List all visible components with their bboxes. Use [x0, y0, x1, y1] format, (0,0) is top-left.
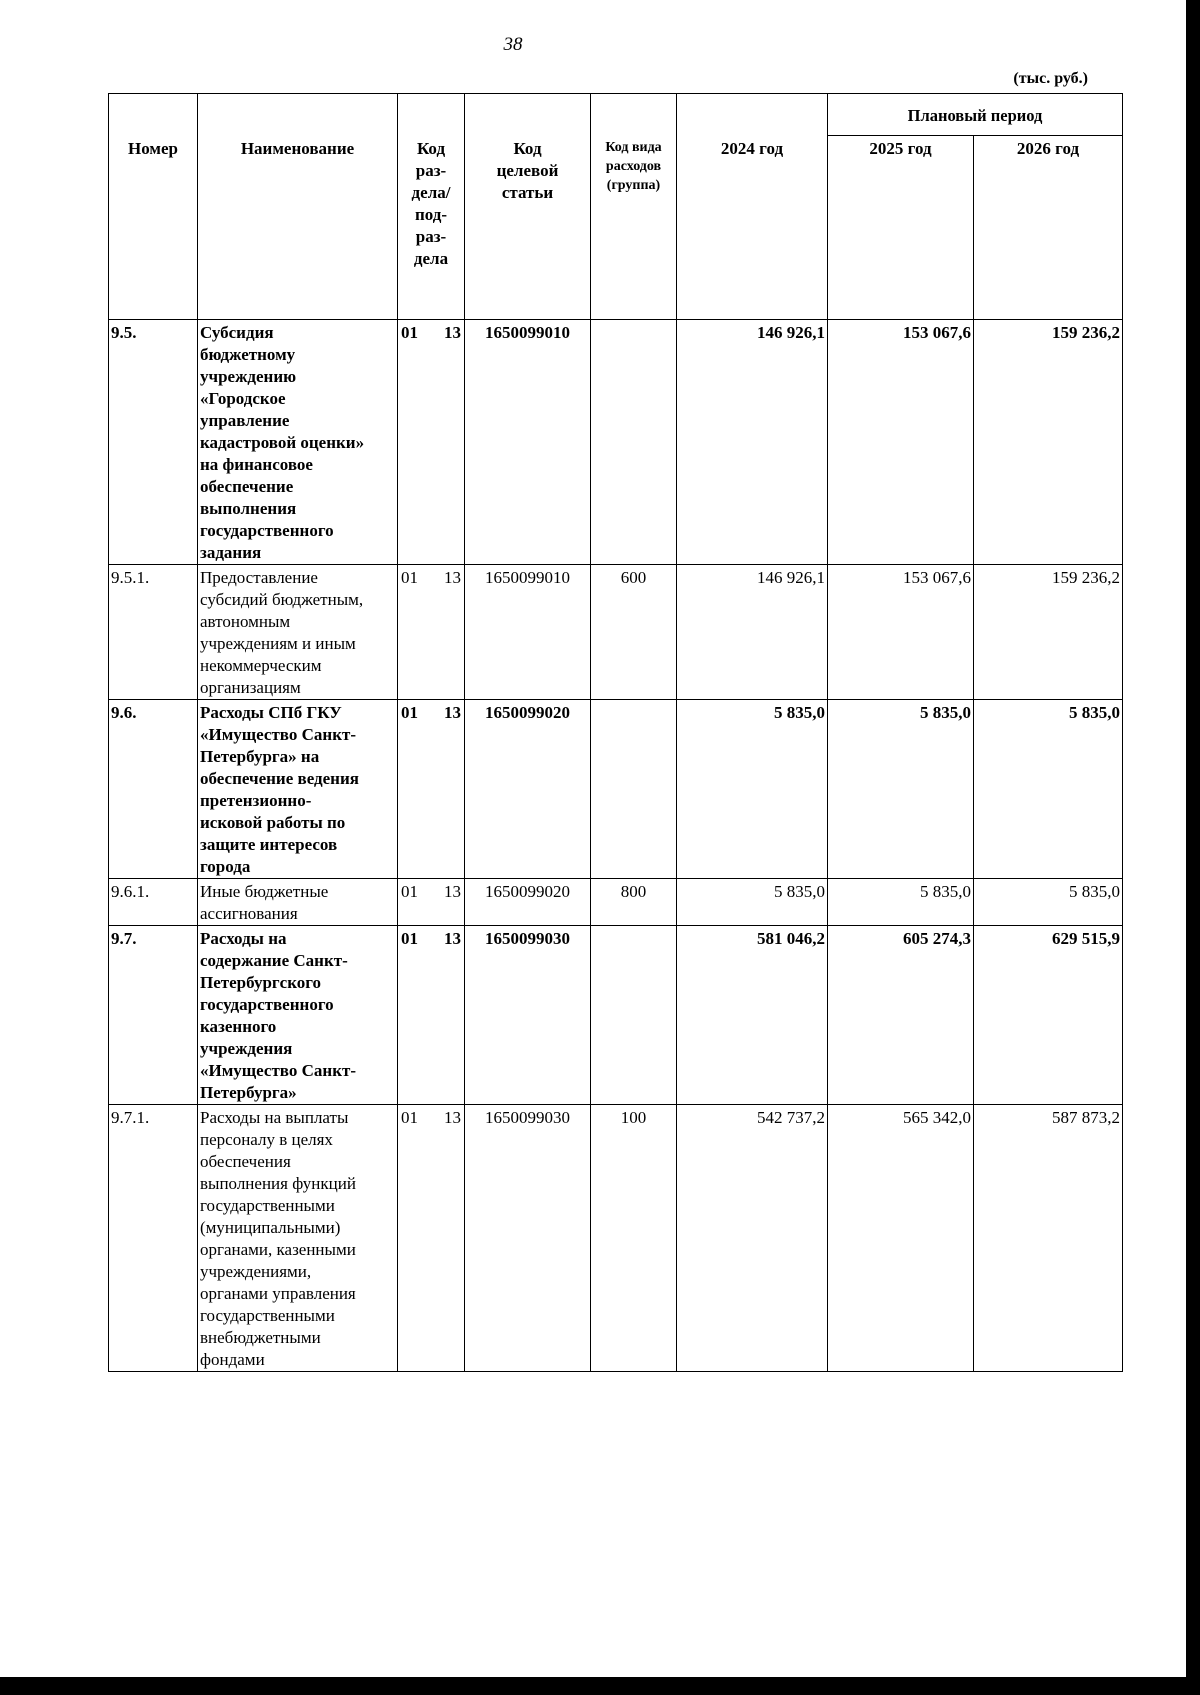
row-name-line: казенного — [200, 1017, 277, 1036]
header-planned-period: Плановый период — [828, 94, 1123, 136]
row-value-2025: 5 835,0 — [828, 700, 974, 879]
row-value-2024: 146 926,1 — [677, 320, 828, 565]
row-section-code — [398, 879, 465, 926]
row-name-line: на финансовое — [200, 455, 313, 474]
row-section-code — [398, 565, 465, 700]
table-row — [109, 926, 1123, 1105]
row-value-2024: 542 737,2 — [677, 1105, 828, 1372]
row-expense-type — [591, 700, 677, 879]
row-name-line: управление — [200, 411, 290, 430]
header-year-2026: 2026 год — [974, 136, 1123, 320]
row-name-line: кадастровой оценки» — [200, 433, 365, 452]
row-value-2025: 565 342,0 — [828, 1105, 974, 1372]
row-name-line: претензионно- — [200, 791, 312, 810]
row-name-line: обеспечение — [200, 477, 294, 496]
row-name-line: Петербурга» на — [200, 747, 320, 766]
row-name-line: Иные бюджетные — [200, 882, 329, 901]
row-name-line: фондами — [200, 1350, 265, 1369]
header-name: Наименование — [198, 94, 398, 320]
row-expense-type: 600 — [591, 565, 677, 700]
row-name-line: Петербурга» — [200, 1083, 297, 1102]
row-target-code: 1650099030 — [465, 1105, 591, 1372]
row-name-line: содержание Санкт- — [200, 951, 348, 970]
scan-edge-bottom — [0, 1677, 1200, 1695]
row-subsection: 13 — [444, 323, 461, 342]
row-value-2026: 587 873,2 — [974, 1105, 1123, 1372]
row-name-line: государственными — [200, 1196, 335, 1215]
row-name-line: исковой работы по — [200, 813, 346, 832]
table-row — [109, 565, 1123, 700]
header-year-2024: 2024 год — [677, 94, 828, 320]
row-target-code: 1650099010 — [465, 565, 591, 700]
row-section-code — [398, 926, 465, 1105]
row-name-line: учреждения — [200, 1039, 293, 1058]
row-name-line: «Имущество Санкт- — [200, 1061, 356, 1080]
row-section: 01 — [401, 1108, 418, 1127]
row-number: 9.6.1. — [109, 879, 198, 926]
row-target-code: 1650099030 — [465, 926, 591, 1105]
row-name-line: выполнения функций — [200, 1174, 356, 1193]
row-name — [198, 926, 398, 1105]
row-number: 9.5. — [109, 320, 198, 565]
row-expense-type — [591, 320, 677, 565]
row-expense-type: 100 — [591, 1105, 677, 1372]
row-name-line: города — [200, 857, 251, 876]
row-section-code — [398, 700, 465, 879]
row-name-line: Расходы на — [200, 929, 287, 948]
row-number: 9.7. — [109, 926, 198, 1105]
row-section: 01 — [401, 568, 418, 587]
page-number: 38 — [503, 34, 523, 55]
row-name-line: Расходы на выплаты — [200, 1108, 349, 1127]
scan-edge-right — [1186, 0, 1200, 1695]
row-name-line: внебюджетными — [200, 1328, 321, 1347]
row-section: 01 — [401, 703, 418, 722]
row-value-2026: 5 835,0 — [974, 879, 1123, 926]
row-expense-type: 800 — [591, 879, 677, 926]
unit-label: (тыс. руб.) — [1013, 70, 1088, 87]
row-name — [198, 700, 398, 879]
table-row — [109, 320, 1123, 565]
row-name-line: государственными — [200, 1306, 335, 1325]
row-value-2024: 146 926,1 — [677, 565, 828, 700]
header-section-code: Код раз- дела/ под- раз- дела — [398, 94, 465, 320]
row-name-line: обеспечение ведения — [200, 769, 359, 788]
row-name-line: организациям — [200, 678, 301, 697]
row-target-code: 1650099020 — [465, 879, 591, 926]
row-name-line: органами управления — [200, 1284, 356, 1303]
row-name-line: субсидий бюджетным, — [200, 590, 364, 609]
row-section: 01 — [401, 882, 418, 901]
row-value-2025: 153 067,6 — [828, 320, 974, 565]
table-row — [109, 879, 1123, 926]
row-name-line: задания — [200, 543, 262, 562]
row-name-line: государственного — [200, 521, 334, 540]
budget-table — [108, 93, 1123, 1372]
row-value-2024: 581 046,2 — [677, 926, 828, 1105]
header-number: Номер — [109, 94, 198, 320]
row-number: 9.6. — [109, 700, 198, 879]
row-value-2025: 153 067,6 — [828, 565, 974, 700]
row-value-2026: 629 515,9 — [974, 926, 1123, 1105]
row-target-code: 1650099010 — [465, 320, 591, 565]
row-subsection: 13 — [444, 568, 461, 587]
row-value-2026: 5 835,0 — [974, 700, 1123, 879]
row-name-line: «Имущество Санкт- — [200, 725, 356, 744]
row-section: 01 — [401, 929, 418, 948]
row-name-line: Субсидия — [200, 323, 274, 342]
row-value-2025: 5 835,0 — [828, 879, 974, 926]
header-expense-type: Код вида расходов (группа) — [591, 94, 677, 320]
row-subsection: 13 — [444, 703, 461, 722]
row-name-line: автономным — [200, 612, 291, 631]
header-target-code: Код целевой статьи — [465, 94, 591, 320]
row-number: 9.5.1. — [109, 565, 198, 700]
row-name-line: органами, казенными — [200, 1240, 356, 1259]
row-name-line: учреждениям и иным — [200, 634, 356, 653]
row-value-2024: 5 835,0 — [677, 879, 828, 926]
row-name-line: персоналу в целях — [200, 1130, 333, 1149]
header-row-top — [109, 94, 1123, 136]
row-name-line: Расходы СПб ГКУ — [200, 703, 342, 722]
row-section: 01 — [401, 323, 418, 342]
row-name-line: некоммерческим — [200, 656, 322, 675]
row-subsection: 13 — [444, 882, 461, 901]
row-name-line: бюджетному — [200, 345, 296, 364]
row-value-2026: 159 236,2 — [974, 565, 1123, 700]
row-name-line: Предоставление — [200, 568, 318, 587]
row-subsection: 13 — [444, 929, 461, 948]
row-name-line: обеспечения — [200, 1152, 291, 1171]
row-name-line: ассигнования — [200, 904, 298, 923]
row-expense-type — [591, 926, 677, 1105]
row-section-code — [398, 1105, 465, 1372]
row-name-line: Петербургского — [200, 973, 322, 992]
row-name — [198, 565, 398, 700]
row-name-line: «Городское — [200, 389, 286, 408]
row-target-code: 1650099020 — [465, 700, 591, 879]
table-row — [109, 1105, 1123, 1372]
row-number: 9.7.1. — [109, 1105, 198, 1372]
row-name — [198, 879, 398, 926]
row-value-2024: 5 835,0 — [677, 700, 828, 879]
row-value-2026: 159 236,2 — [974, 320, 1123, 565]
row-section-code — [398, 320, 465, 565]
row-name — [198, 320, 398, 565]
row-name-line: выполнения — [200, 499, 297, 518]
row-name — [198, 1105, 398, 1372]
row-name-line: (муниципальными) — [200, 1218, 341, 1237]
header-year-2025: 2025 год — [828, 136, 974, 320]
row-name-line: учреждениями, — [200, 1262, 312, 1281]
row-name-line: защите интересов — [200, 835, 338, 854]
row-value-2025: 605 274,3 — [828, 926, 974, 1105]
row-name-line: учреждению — [200, 367, 297, 386]
row-name-line: государственного — [200, 995, 334, 1014]
row-subsection: 13 — [444, 1108, 461, 1127]
table-row — [109, 700, 1123, 879]
